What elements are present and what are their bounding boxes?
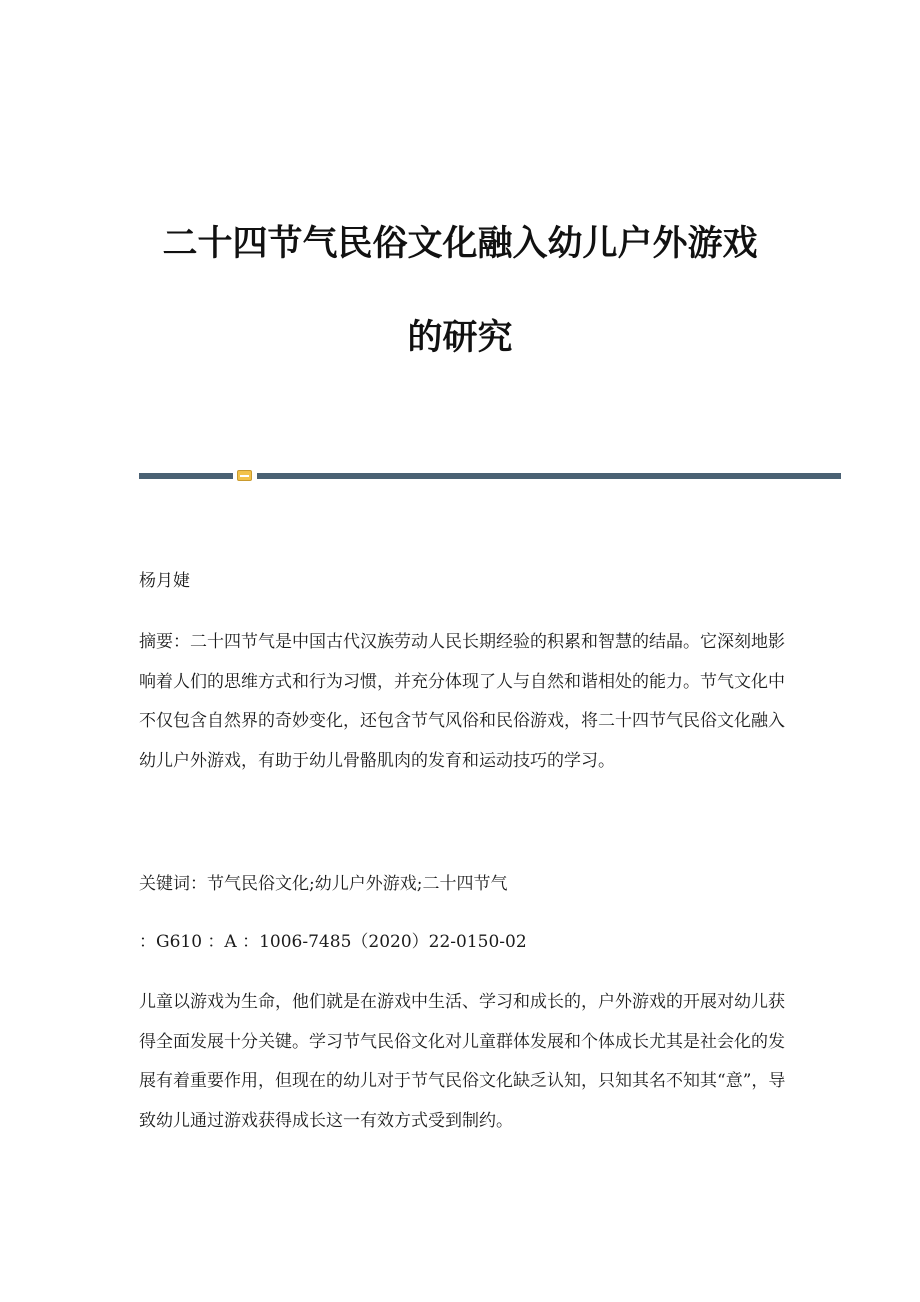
divider-bar-left xyxy=(139,473,233,479)
divider-emblem-icon xyxy=(237,470,252,481)
classification-line: ：G610 ：A ：1006-7485（2020）22-0150-02 xyxy=(139,932,527,952)
document-title-line-1: 二十四节气民俗文化融入幼儿户外游戏 xyxy=(162,224,758,264)
document-title-line-2: 的研究 xyxy=(407,318,513,358)
keywords-line: 关键词：节气民俗文化;幼儿户外游戏;二十四节气 xyxy=(139,874,508,894)
divider-bar-right xyxy=(257,473,841,479)
title-divider xyxy=(139,470,841,482)
abstract-paragraph: 摘要：二十四节气是中国古代汉族劳动人民长期经验的积累和智慧的结晶。它深刻地影响着人们的思维方式和行为习惯，并充分体现了人与自然和谐相处的能力。节气文化中不仅包含自然界的奇妙变化，还包含节气风俗和民俗游戏，将二十四节气民俗文化融入幼儿户外游戏，有助于幼儿骨骼肌肉的发育和运动技巧的学习。 xyxy=(139,632,785,771)
body-paragraph: 儿童以游戏为生命，他们就是在游戏中生活、学习和成长的，户外游戏的开展对幼儿获得全面发展十分关键。学习节气民俗文化对儿童群体发展和个体成长尤其是社会化的发展有着重要作用，但现在的幼儿对于节气民俗文化缺乏认知，只知其名不知其“意”，导致幼儿通过游戏获得成长这一有效方式受到制约。 xyxy=(139,992,786,1131)
author-name: 杨月婕 xyxy=(139,571,190,591)
